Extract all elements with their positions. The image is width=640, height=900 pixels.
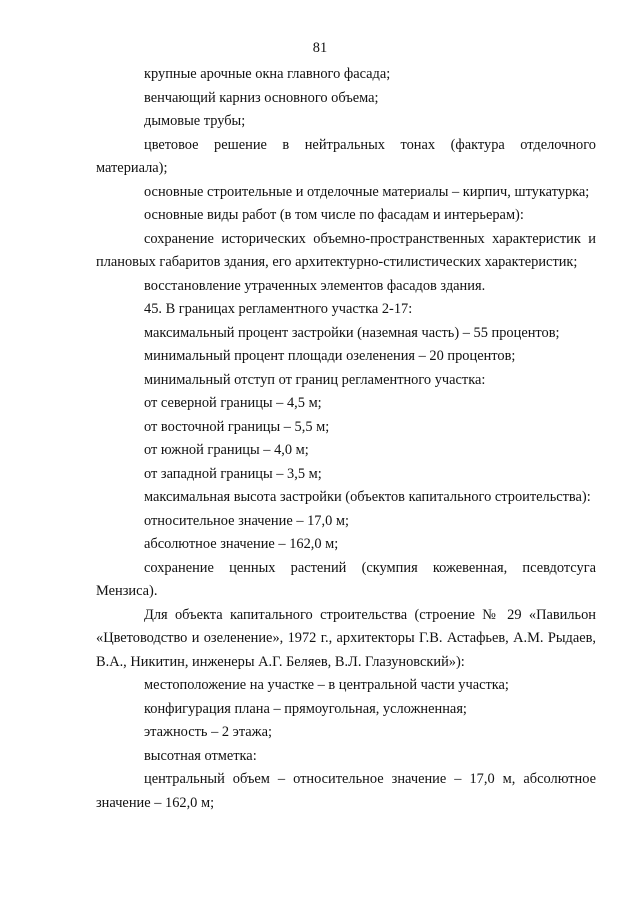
list-item: от западной границы – 3,5 м; <box>144 465 322 482</box>
list-item: крупные арочные окна главного фасада; <box>144 66 391 82</box>
list-item: дымовые трубы; <box>144 113 246 129</box>
list-item: цветовое решение в нейтральных тонах (фактура отделочного материала); <box>96 136 596 176</box>
list-item: от северной границы – 4,5 м; <box>144 395 322 411</box>
list-item: этажность – 2 этажа; <box>144 724 273 740</box>
list-item: максимальная высота застройки (объектов капитального строительства): <box>144 489 591 505</box>
document-body <box>96 63 596 815</box>
list-item: абсолютное значение – 162,0 м; <box>144 536 339 552</box>
page-number: 81 <box>312 40 328 56</box>
list-item: минимальный отступ от границ регламентного участка: <box>144 371 486 388</box>
list-item: конфигурация плана – прямоугольная, усложненная; <box>144 700 467 717</box>
list-item: сохранение ценных растений (скумпия кожевенная, псевдотсуга Мензиса). <box>96 559 596 599</box>
list-item: местоположение на участке – в центральной части участка; <box>144 677 509 693</box>
list-item: относительное значение – 17,0 м; <box>144 512 350 529</box>
list-item: сохранение исторических объемно-пространственных характеристик и плановых габаритов здания, его архитектурно-стилистических характеристик; <box>96 230 596 270</box>
list-item: восстановление утраченных элементов фасадов здания. <box>144 277 486 294</box>
list-item: венчающий карниз основного объема; <box>144 89 379 106</box>
paragraph: Для объекта капитального строительства (строение № 29 «Павильон «Цветоводство и озеленение», 1972 г., архитекторы Г.В. Астафьев, А.М. Рыдаев, В.А., Никитин, инженеры А.Г. Беляев, В.Л. Глазуновский»): <box>96 606 596 670</box>
section-heading: 45. В границах регламентного участка 2-17: <box>144 301 413 317</box>
list-item: от южной границы – 4,0 м; <box>144 442 309 458</box>
list-item: минимальный процент площади озеленения – 20 процентов; <box>144 348 516 364</box>
list-item: основные строительные и отделочные материалы – кирпич, штукатурка; <box>144 183 590 200</box>
list-item: основные виды работ (в том числе по фасадам и интерьерам): <box>144 207 524 223</box>
list-item: от восточной границы – 5,5 м; <box>144 418 330 435</box>
list-item: максимальный процент застройки (наземная часть) – 55 процентов; <box>144 324 560 341</box>
list-item: высотная отметка: <box>144 747 257 764</box>
list-item: центральный объем – относительное значение – 17,0 м, абсолютное значение – 162,0 м; <box>96 771 596 811</box>
